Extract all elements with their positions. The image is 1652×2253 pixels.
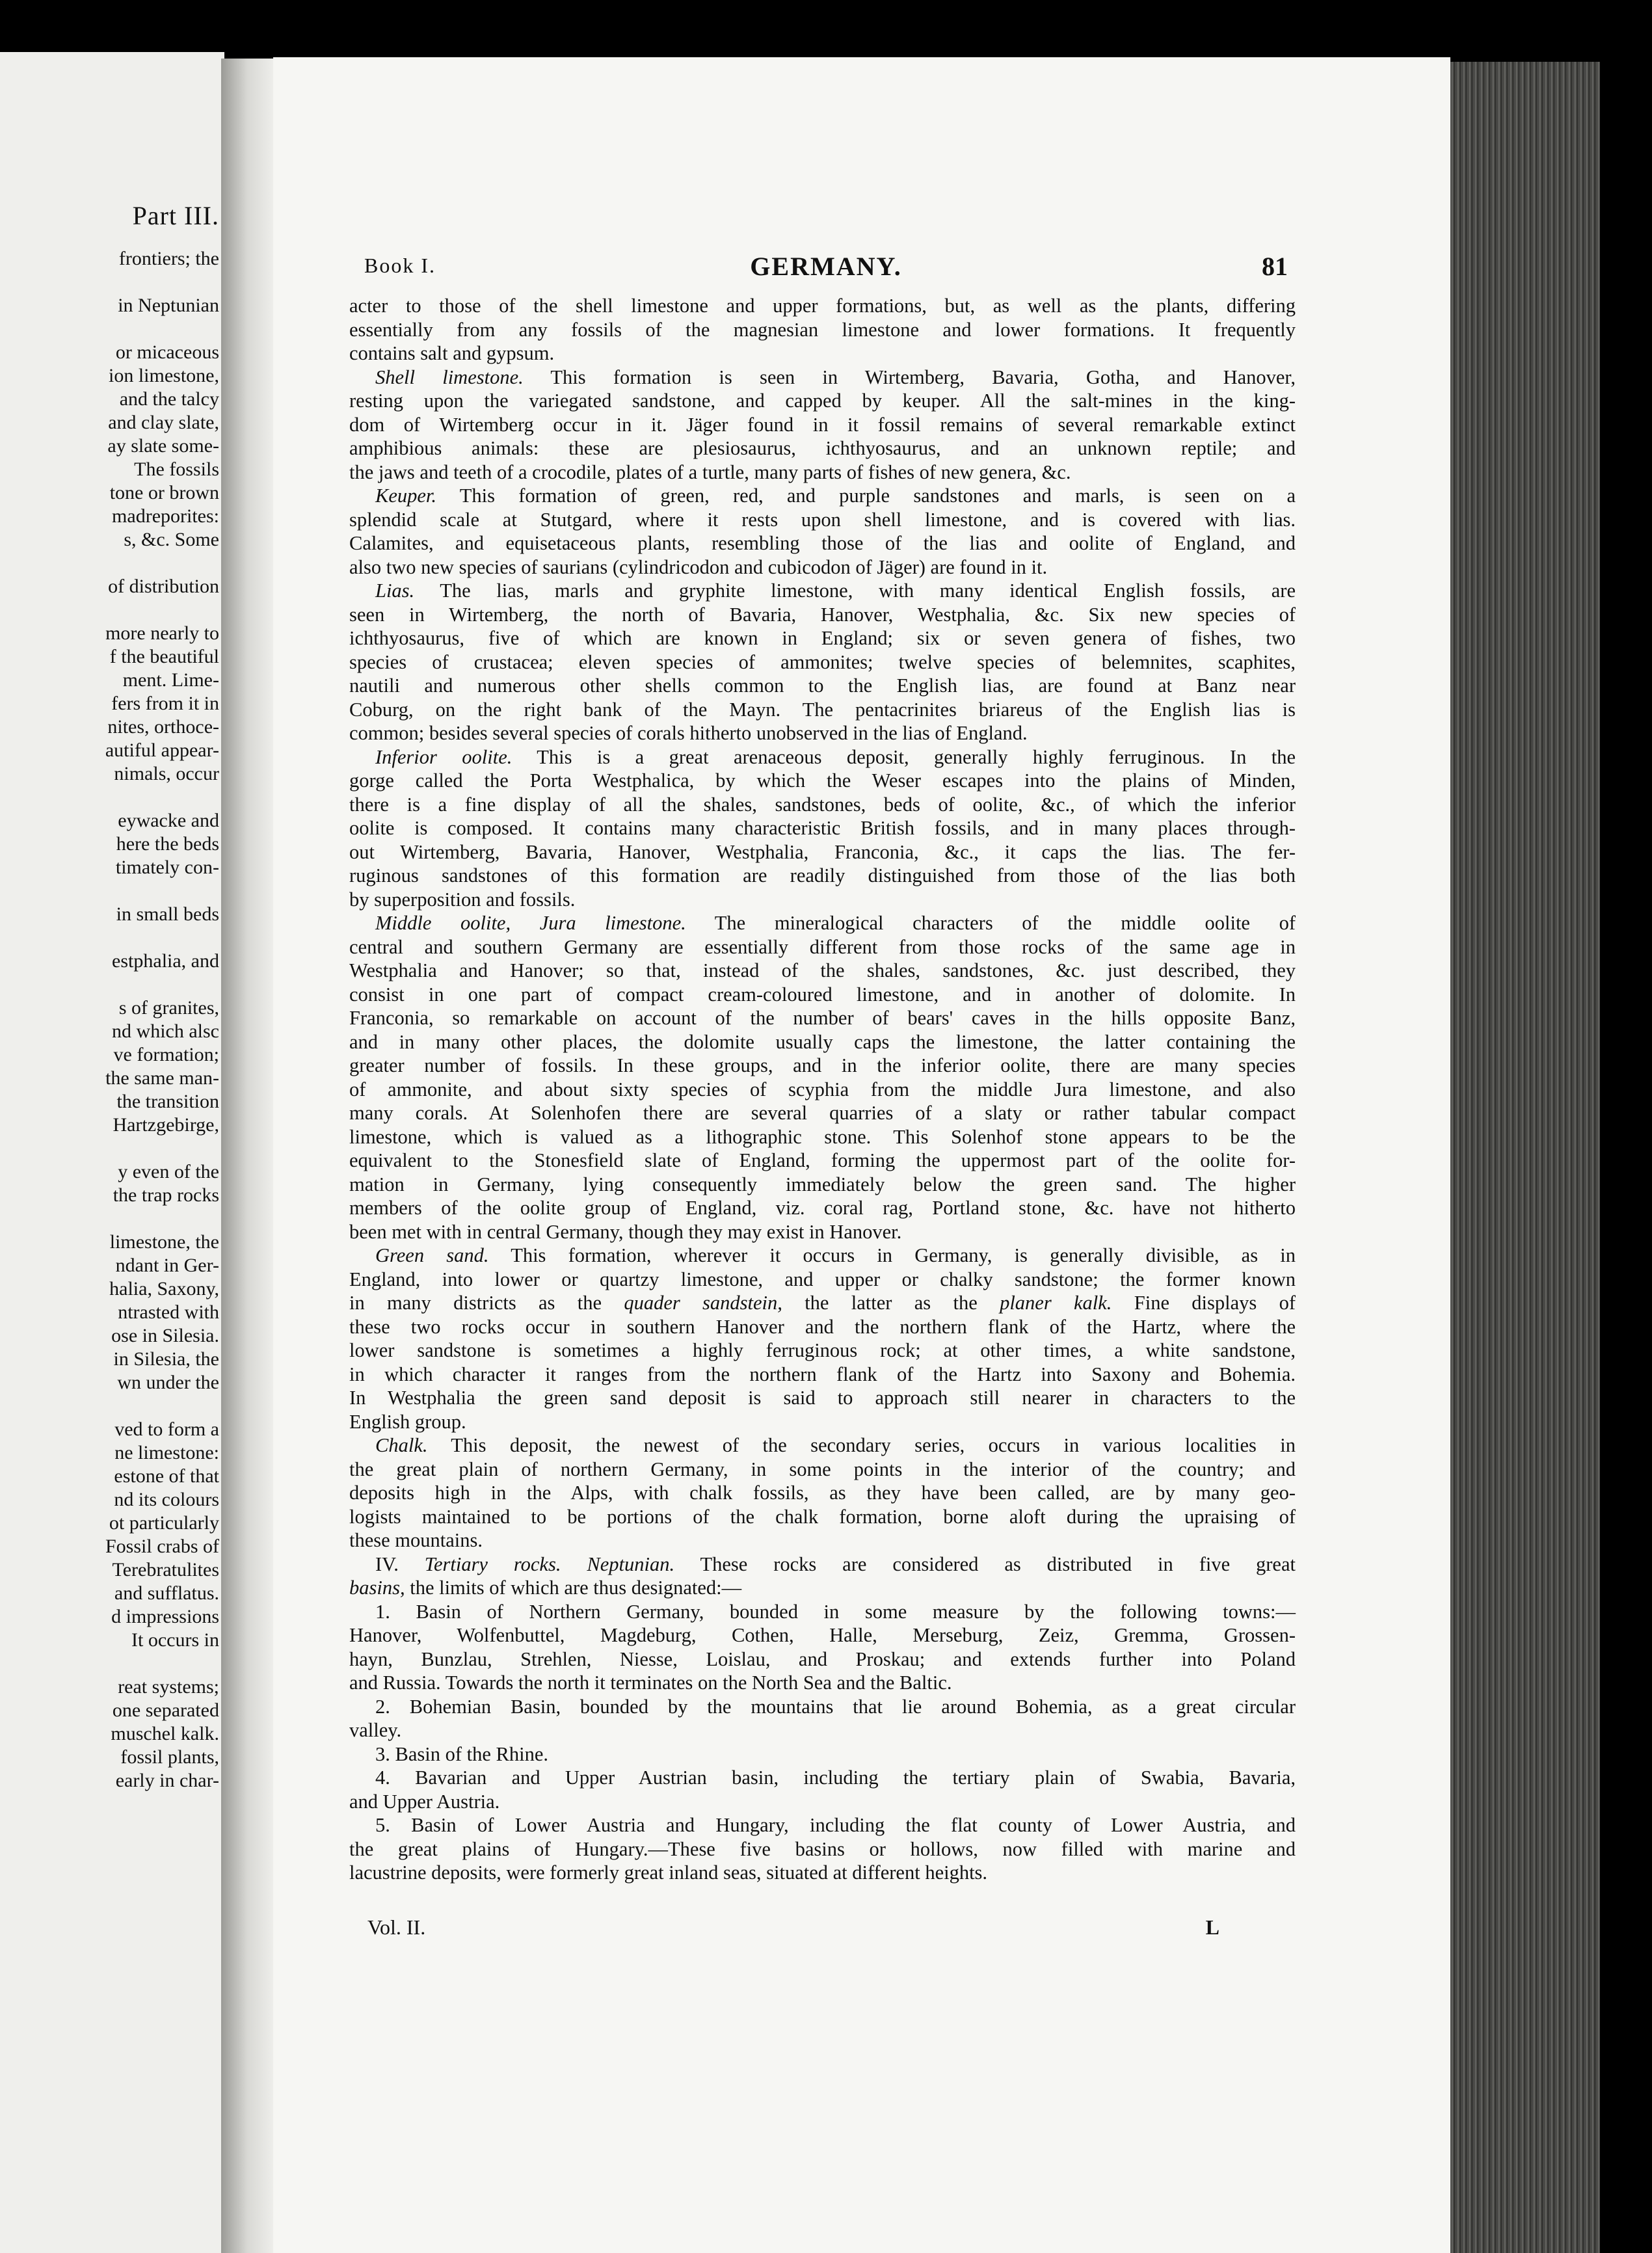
facing-page-line: fossil plants, <box>120 1746 219 1768</box>
text-run: deposits high in the Alps, with chalk fossils, as they have been called, are by many geo- <box>349 1482 1296 1504</box>
text-run: 3. Basin of the Rhine. <box>375 1742 548 1765</box>
facing-page-line: early in char- <box>115 1770 219 1791</box>
text-line <box>349 508 1296 532</box>
text-run: English group. <box>349 1410 466 1433</box>
italic-term: Keuper. <box>375 485 437 507</box>
italic-term: Chalk. <box>375 1434 428 1456</box>
text-run: the limits of which are thus designated:— <box>405 1577 742 1599</box>
text-run: The lias, marls and gryphite limestone, with many identical English fossils, are <box>414 580 1296 602</box>
text-line <box>349 1030 1296 1054</box>
text-run: This deposit, the newest of the secondary series, occurs in various localities in <box>427 1434 1296 1456</box>
text-line <box>349 294 1296 318</box>
text-run: England, into lower or quartzy limestone, and upper or chalky sandstone; the former known <box>349 1268 1296 1290</box>
text-line <box>349 626 1296 650</box>
text-run: greater number of fossils. In these groups, and in the inferior oolite, there are many species <box>349 1054 1296 1076</box>
text-run: of ammonite, and about sixty species of scyphia from the middle Jura limestone, and also <box>349 1078 1296 1100</box>
text-run: central and southern Germany are essentially different from those rocks of the same age in <box>349 935 1296 958</box>
facing-page-line: ve formation; <box>113 1044 219 1065</box>
facing-page-line: estphalia, and <box>112 950 219 972</box>
text-line <box>349 1268 1296 1292</box>
facing-page-line <box>105 973 219 996</box>
page-number: 81 <box>1262 252 1288 281</box>
facing-page-line: y even of the <box>118 1161 219 1182</box>
text-run: ruginous sandstones of this formation are readily distinguished from those of the lias both <box>349 864 1296 887</box>
text-run: the great plains of Hungary.—These five basins or hollows, now filled with marine and <box>349 1837 1296 1860</box>
facing-page-line: ndant in Ger- <box>115 1255 219 1276</box>
page-edges <box>1450 62 1600 2253</box>
text-line <box>349 531 1296 555</box>
facing-page-line <box>105 271 219 294</box>
text-run: valley. <box>349 1719 402 1741</box>
text-line <box>349 840 1296 864</box>
running-head <box>364 254 1288 285</box>
text-run: seen in Wirtemberg, the north of Bavaria, Hanover, Westphalia, &c. Six new species of <box>349 603 1296 626</box>
text-run: In Westphalia the green sand deposit is said to approach still nearer in characters to the <box>349 1387 1296 1409</box>
facing-page-line: in small beds <box>116 903 219 925</box>
italic-term: Tertiary rocks. Neptunian. <box>424 1553 675 1575</box>
text-run: these two rocks occur in southern Hanover and the northern flank of the Hartz, where the <box>349 1315 1296 1338</box>
text-line <box>349 1600 1296 1624</box>
body-text <box>349 294 1296 1885</box>
text-run: The mineralogical characters of the middle oolite of <box>686 912 1296 934</box>
book-label: Book I. <box>364 254 436 277</box>
text-run: been met with in central Germany, though they may exist in Hanover. <box>349 1220 902 1243</box>
text-run: logists maintained to be portions of the chalk formation, borne aloft during the upraising of <box>349 1505 1296 1528</box>
text-line <box>349 1553 1296 1577</box>
facing-page-line: here the beds <box>116 833 219 855</box>
text-run: species of crustacea; eleven species of ammonites; twelve species of belemnites, scaphites, <box>349 650 1296 673</box>
text-line <box>349 555 1296 580</box>
text-run: This formation, wherever it occurs in Germany, is generally divisible, as in <box>488 1244 1296 1266</box>
text-line <box>349 888 1296 912</box>
text-run: 4. Bavarian and Upper Austrian basin, including the tertiary plain of Swabia, Bavaria, <box>375 1766 1296 1789</box>
text-run: This is a great arenaceous deposit, generally highly ferruginous. In the <box>512 745 1296 768</box>
text-line <box>349 460 1296 485</box>
facing-page-line: limestone, the <box>109 1231 219 1253</box>
italic-term: quader sandstein, <box>624 1292 782 1314</box>
text-line <box>349 721 1296 745</box>
facing-page-line: s, &c. Some <box>124 529 219 550</box>
facing-page-line: d impressions <box>111 1606 219 1627</box>
text-run: out Wirtemberg, Bavaria, Hanover, Westphalia, Franconia, &c., it caps the lias. The fer- <box>349 840 1296 863</box>
text-run: oolite is composed. It contains many characteristic British fossils, and in many places through- <box>349 817 1296 839</box>
facing-page-line <box>105 1394 219 1418</box>
text-run: 2. Bohemian Basin, bounded by the mountains that lie around Bohemia, as a great circular <box>375 1695 1296 1718</box>
facing-page-line: eywacke and <box>118 810 219 831</box>
text-line <box>349 1196 1296 1220</box>
italic-term: Inferior oolite. <box>375 745 513 768</box>
facing-page-line: nites, orthoce- <box>107 716 219 738</box>
italic-term: planer kalk. <box>1000 1292 1112 1314</box>
facing-page-line <box>105 879 219 903</box>
text-line <box>349 1576 1296 1600</box>
text-line <box>349 1386 1296 1410</box>
facing-page-line: of distribution <box>108 576 219 597</box>
text-run: the latter as the <box>782 1292 1000 1314</box>
text-run: in which character it ranges from the northern flank of the Hartz into Saxony and Bohemia. <box>349 1363 1296 1385</box>
facing-page <box>0 52 224 2253</box>
text-run: dom of Wirtemberg occur in it. Jäger found in it fossil remains of several remarkable extinct <box>349 413 1296 436</box>
text-line <box>349 816 1296 840</box>
text-run: these mountains. <box>349 1529 483 1551</box>
facing-page-line: ment. Lime- <box>122 669 219 691</box>
text-run: Coburg, on the right bank of the Mayn. The pentacrinites briareus of the English lias is <box>349 698 1296 721</box>
text-line <box>349 959 1296 983</box>
text-run: the great plain of northern Germany, in some points in the interior of the country; and <box>349 1458 1296 1480</box>
facing-page-line: or micaceous <box>115 341 219 363</box>
text-run: the jaws and teeth of a crocodile, plates of a turtle, many parts of fishes of new genera, &c. <box>349 460 1071 483</box>
text-line <box>349 1054 1296 1078</box>
text-line <box>349 413 1296 437</box>
italic-term: Green sand. <box>375 1244 489 1266</box>
facing-page-line: fers from it in <box>111 693 219 714</box>
text-run: also two new species of saurians (cylindricodon and cubicodon of Jäger) are found in it. <box>349 555 1048 578</box>
text-line <box>349 864 1296 888</box>
text-run: essentially from any fossils of the magnesian limestone and lower formations. It frequently <box>349 318 1296 341</box>
text-run: equivalent to the Stonesfield slate of England, forming the uppermost part of the oolite for- <box>349 1149 1296 1171</box>
text-line <box>349 935 1296 959</box>
text-line <box>349 603 1296 627</box>
facing-page-line: reat systems; <box>118 1676 219 1698</box>
text-run: This formation of green, red, and purple sandstones and marls, is seen on a <box>436 485 1296 507</box>
text-run: Westphalia and Hanover; so that, instead of the shales, sandstones, &c. just described, they <box>349 959 1296 981</box>
text-run: limestone, which is valued as a lithographic stone. This Solenhof stone appears to be the <box>349 1125 1296 1148</box>
text-run: many corals. At Solenhofen there are several quarries of a slaty or rather tabular compact <box>349 1102 1296 1124</box>
text-run: gorge called the Porta Westphalica, by which the Weser escapes into the plains of Minden, <box>349 769 1296 792</box>
facing-page-line: ot particularly <box>109 1512 219 1534</box>
italic-term: Middle oolite, Jura limestone. <box>375 912 686 934</box>
facing-page-line: nd which alsc <box>112 1020 219 1042</box>
text-line <box>349 1671 1296 1695</box>
text-run: These rocks are considered as distributed in five great <box>674 1553 1296 1575</box>
text-line <box>349 1101 1296 1125</box>
text-run: in many districts as the <box>349 1292 624 1314</box>
text-run: 5. Basin of Lower Austria and Hungary, including the flat county of Lower Austria, and <box>375 1814 1296 1836</box>
text-line <box>349 1623 1296 1647</box>
text-line <box>349 1790 1296 1814</box>
facing-page-line: Terebratulites <box>112 1559 219 1580</box>
text-line <box>349 1813 1296 1837</box>
facing-page-line: ay slate some- <box>107 435 219 457</box>
facing-page-line: autiful appear- <box>105 740 219 761</box>
text-run: Fine displays of <box>1112 1292 1296 1314</box>
italic-term: Shell limestone. <box>375 366 524 388</box>
text-run: common; besides several species of corals hitherto unobserved in the lias of England. <box>349 722 1028 744</box>
facing-page-text <box>105 247 219 1793</box>
text-line <box>349 1244 1296 1268</box>
text-run: hayn, Bunzlau, Strehlen, Niesse, Loislau, and Proskau; and extends further into Poland <box>349 1647 1296 1670</box>
facing-page-line: nd its colours <box>114 1489 219 1510</box>
facing-page-line: and clay slate, <box>108 412 219 433</box>
facing-page-header: Part III. <box>132 201 219 230</box>
text-run: contains salt and gypsum. <box>349 342 555 364</box>
facing-page-line: f the beautiful <box>109 646 219 667</box>
facing-page-line: muschel kalk. <box>111 1723 219 1744</box>
text-run: splendid scale at Stutgard, where it rests upon shell limestone, and is covered with lias. <box>349 508 1296 531</box>
text-run: ichthyosaurus, five of which are known in England; six or seven genera of fishes, two <box>349 627 1296 649</box>
text-line <box>349 436 1296 460</box>
text-line <box>349 366 1296 390</box>
volume-label: Vol. II. <box>367 1915 426 1939</box>
text-run: Hanover, Wolfenbuttel, Magdeburg, Cothen, Halle, Merseburg, Zeiz, Gremma, Grossen- <box>349 1624 1296 1646</box>
text-line <box>349 484 1296 508</box>
text-line <box>349 1078 1296 1102</box>
facing-page-line <box>105 598 219 622</box>
text-line <box>349 674 1296 698</box>
signature-mark: L <box>1205 1915 1219 1939</box>
text-run: by superposition and fossils. <box>349 888 576 911</box>
text-line <box>349 1149 1296 1173</box>
facing-page-line: nimals, occur <box>114 763 219 784</box>
text-line <box>349 769 1296 793</box>
facing-page-line: tone or brown <box>109 482 219 503</box>
text-line <box>349 318 1296 342</box>
text-line <box>349 983 1296 1007</box>
text-line <box>349 698 1296 722</box>
page-footer <box>367 1915 1219 1941</box>
facing-page-line: in Silesia, the <box>113 1348 219 1370</box>
text-line <box>349 1220 1296 1244</box>
text-line <box>349 1291 1296 1315</box>
text-line <box>349 1505 1296 1529</box>
text-line <box>349 579 1296 603</box>
text-line <box>349 1006 1296 1030</box>
text-line <box>349 1481 1296 1505</box>
facing-page-line: frontiers; the <box>118 248 219 269</box>
facing-page-line: ne limestone: <box>114 1442 219 1463</box>
facing-page-line: one separated <box>112 1700 219 1721</box>
text-line <box>349 745 1296 769</box>
text-run: nautili and numerous other shells common to the English lias, are found at Banz near <box>349 674 1296 697</box>
text-run: consist in one part of compact cream-coloured limestone, and in another of dolomite. In <box>349 983 1296 1006</box>
text-line <box>349 911 1296 935</box>
text-line <box>349 1695 1296 1719</box>
facing-page-line: the transition <box>116 1091 219 1112</box>
text-run: there is a fine display of all the shales, sandstones, beds of oolite, &c., of which the inferior <box>349 793 1296 816</box>
text-line <box>349 1837 1296 1861</box>
facing-page-line: estone of that <box>114 1465 219 1487</box>
facing-page-line: ose in Silesia. <box>111 1325 219 1346</box>
facing-page-line: s of granites, <box>118 997 219 1019</box>
facing-page-line: It occurs in <box>131 1629 219 1651</box>
text-line <box>349 1363 1296 1387</box>
page-title: GERMANY. <box>750 252 902 281</box>
text-run: amphibious animals: these are plesiosaurus, ichthyosaurus, and an unknown reptile; and <box>349 437 1296 459</box>
text-line <box>349 1718 1296 1742</box>
text-line <box>349 793 1296 817</box>
facing-page-line: the same man- <box>105 1067 219 1089</box>
text-line <box>349 1433 1296 1458</box>
text-run: and Russia. Towards the north it terminates on the North Sea and the Baltic. <box>349 1672 952 1694</box>
book-gutter <box>221 59 280 2253</box>
text-line <box>349 1766 1296 1790</box>
text-line <box>349 1458 1296 1482</box>
text-line <box>349 1528 1296 1553</box>
facing-page-line <box>105 786 219 809</box>
text-run: mation in Germany, lying consequently immediately below the green sand. The higher <box>349 1173 1296 1195</box>
facing-page-line <box>105 552 219 575</box>
text-line <box>349 1315 1296 1339</box>
text-run: and Upper Austria. <box>349 1790 500 1813</box>
facing-page-line: Fossil crabs of <box>105 1536 219 1557</box>
facing-page-line: ntrasted with <box>118 1301 219 1323</box>
text-run: This formation is seen in Wirtemberg, Bavaria, Gotha, and Hanover, <box>523 366 1296 388</box>
text-line <box>349 1861 1296 1885</box>
facing-page-line: ion limestone, <box>109 365 219 386</box>
facing-page-line: timately con- <box>115 857 219 878</box>
facing-page-line: wn under the <box>117 1372 219 1393</box>
text-run: resting upon the variegated sandstone, and capped by keuper. All the salt-mines in the king- <box>349 390 1296 412</box>
text-run: Calamites, and equisetaceous plants, resembling those of the lias and oolite of England, and <box>349 532 1296 554</box>
text-run: and in many other places, the dolomite usually caps the limestone, the latter containing the <box>349 1030 1296 1053</box>
text-run: Franconia, so remarkable on account of the number of bears' caves in the hills opposite Banz, <box>349 1007 1296 1029</box>
italic-term: basins, <box>349 1577 405 1599</box>
facing-page-line <box>105 1207 219 1231</box>
italic-term: Lias. <box>375 580 415 602</box>
facing-page-line: Hartzgebirge, <box>113 1114 219 1136</box>
text-run: lacustrine deposits, were formerly great inland seas, situated at different heights. <box>349 1861 988 1884</box>
facing-page-line <box>105 926 219 950</box>
text-line <box>349 1173 1296 1197</box>
facing-page-line: and the talcy <box>119 388 219 410</box>
facing-page-line: The fossils <box>134 459 219 480</box>
facing-page-line: more nearly to <box>105 622 219 644</box>
text-line <box>349 389 1296 413</box>
text-line <box>349 1742 1296 1766</box>
facing-page-line: in Neptunian <box>118 295 219 316</box>
text-line <box>349 1410 1296 1434</box>
facing-page-line <box>105 1652 219 1675</box>
text-line <box>349 341 1296 366</box>
facing-page-line <box>105 317 219 341</box>
text-line <box>349 1647 1296 1672</box>
text-run: acter to those of the shell limestone and upper formations, but, as well as the plants, differing <box>349 295 1296 317</box>
facing-page-line: and sufflatus. <box>114 1582 219 1604</box>
facing-page-line: madreporites: <box>112 505 219 527</box>
facing-page-line: halia, Saxony, <box>109 1278 219 1300</box>
facing-page-line: ved to form a <box>114 1419 219 1440</box>
text-line <box>349 650 1296 674</box>
text-run: lower sandstone is sometimes a highly ferruginous rock; at other times, a white sandstone, <box>349 1339 1296 1361</box>
text-run: IV. <box>375 1553 425 1575</box>
facing-page-line: the trap rocks <box>113 1184 219 1206</box>
text-line <box>349 1339 1296 1363</box>
facing-page-line <box>105 1137 219 1160</box>
text-line <box>349 1125 1296 1149</box>
text-run: 1. Basin of Northern Germany, bounded in some measure by the following towns:— <box>375 1600 1296 1623</box>
text-run: members of the oolite group of England, viz. coral rag, Portland stone, &c. have not hitherto <box>349 1197 1296 1219</box>
